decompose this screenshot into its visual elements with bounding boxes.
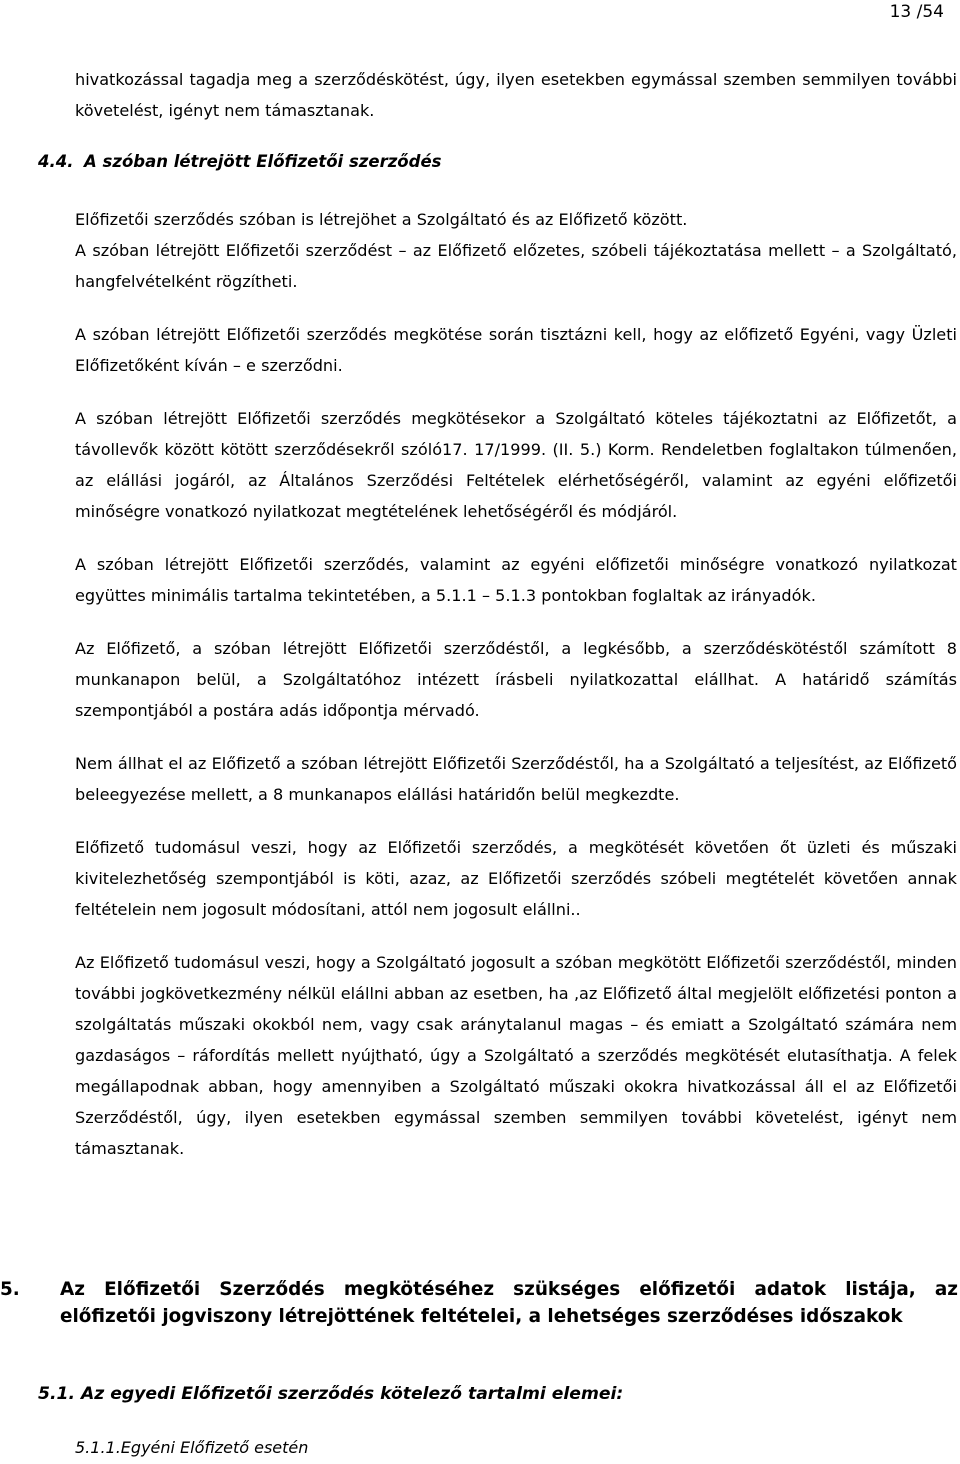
paragraph-withdrawal-right: Az Előfizető, a szóban létrejött Előfizetői szerződéstől, a legkésőbb, a szerződéskötéstől számított 8 munkanapon belül, a Szolgáltatóhoz intézett írásbeli nyilatkozattal elállhat. A határidő számítás szempontjából a postára adás időpontja mérvadó. xyxy=(75,639,957,720)
section-5-title: Az Előfizetői Szerződés megkötéséhez szükséges előfizetői adatok listája, az előfizetői jogviszony létrejöttének feltételei, a lehetséges szerződéses időszakok xyxy=(60,1279,958,1327)
paragraph-continuation: hivatkozással tagadja meg a szerződéskötést, úgy, ilyen esetekben egymással szemben semmilyen további követelést, igényt nem támasztanak. xyxy=(75,70,957,120)
page-number: 13 /54 xyxy=(889,2,944,22)
paragraph-minimum-content: A szóban létrejött Előfizetői szerződés, valamint az egyéni előfizetői minőségre vonatkozó nyilatkozat együttes minimális tartalma tekintetében, a 5.1.1 – 5.1.3 pontokban foglaltak az irányadók. xyxy=(75,555,957,605)
paragraph-binding-effect: Előfizető tudomásul veszi, hogy az Előfizetői szerződés, a megkötését követően őt üzleti és műszaki kivitelezhetőség szempontjából is köti, azaz, az Előfizetői szerződés szóbeli megtételét követően annak feltételein nem jogosult módosítani, attól nem jogosult elállni.. xyxy=(75,838,957,919)
document-body xyxy=(75,64,957,1186)
paragraph-recording: A szóban létrejött Előfizetői szerződést – az Előfizető előzetes, szóbeli tájékoztatása mellett – a Szolgáltató, hangfelvételként rögzítheti. xyxy=(75,241,957,291)
section-5-number: 5. xyxy=(0,1279,20,1300)
paragraph-information-duty: A szóban létrejött Előfizetői szerződés megkötésekor a Szolgáltató köteles tájékoztatni az Előfizetőt, a távollevők között kötött szerződésekről szóló17. 17/1999. (II. 5.) Korm. Rendeletben foglaltakon túlmenően, az elállási jogáról, az Általános Szerződési Feltételek elérhetőségéről, valamint az egyéni előfizetői minőségre vonatkozó nyilatkozat megtételének lehetőségéről és módjáról. xyxy=(75,409,957,521)
paragraph-provider-withdrawal: Az Előfizető tudomásul veszi, hogy a Szolgáltató jogosult a szóban megkötött Előfizetői szerződéstől, minden további jogkövetkezmény nélkül elállni abban az esetben, ha ,az Előfizető által megjelölt előfizetési ponton a szolgáltatás műszaki okokból nem, vagy csak aránytalanul magas – és emiatt a Szolgáltató számára nem gazdaságos – ráfordítás mellett nyújtható, úgy a Szolgáltató a szerződés megkötését elutasíthatja. A felek megállapodnak abban, hogy amennyiben a Szolgáltató műszaki okokra hivatkozással áll el az Előfizetői Szerződéstől, úgy, ilyen esetekben egymással szemben semmilyen további követelést, igényt nem támasztanak. xyxy=(75,953,957,1158)
subheading-4-4-number: 4.4. xyxy=(38,152,74,171)
subheading-5-1-1: 5.1.1.Egyéni Előfizető esetén xyxy=(75,1438,309,1457)
subheading-4-4 xyxy=(38,152,441,171)
subheading-5-1: 5.1. Az egyedi Előfizetői szerződés kötelező tartalmi elemei: xyxy=(38,1384,624,1404)
subheading-4-4-title: A szóban létrejött Előfizetői szerződés xyxy=(84,152,442,171)
paragraph-withdrawal-exception: Nem állhat el az Előfizető a szóban létrejött Előfizetői Szerződéstől, ha a Szolgáltató a teljesítést, az Előfizető beleegyezése mellett, a 8 munkanapos elállási határidőn belül megkezdte. xyxy=(75,754,957,804)
section-heading-5 xyxy=(0,1276,958,1330)
paragraph-clarify-subscriber-type: A szóban létrejött Előfizetői szerződés megkötése során tisztázni kell, hogy az előfizető Egyéni, vagy Üzleti Előfizetőként kíván – e szerződni. xyxy=(75,325,957,375)
paragraph-verbal-contract-intro: Előfizetői szerződés szóban is létrejöhet a Szolgáltató és az Előfizető között. xyxy=(75,210,688,229)
